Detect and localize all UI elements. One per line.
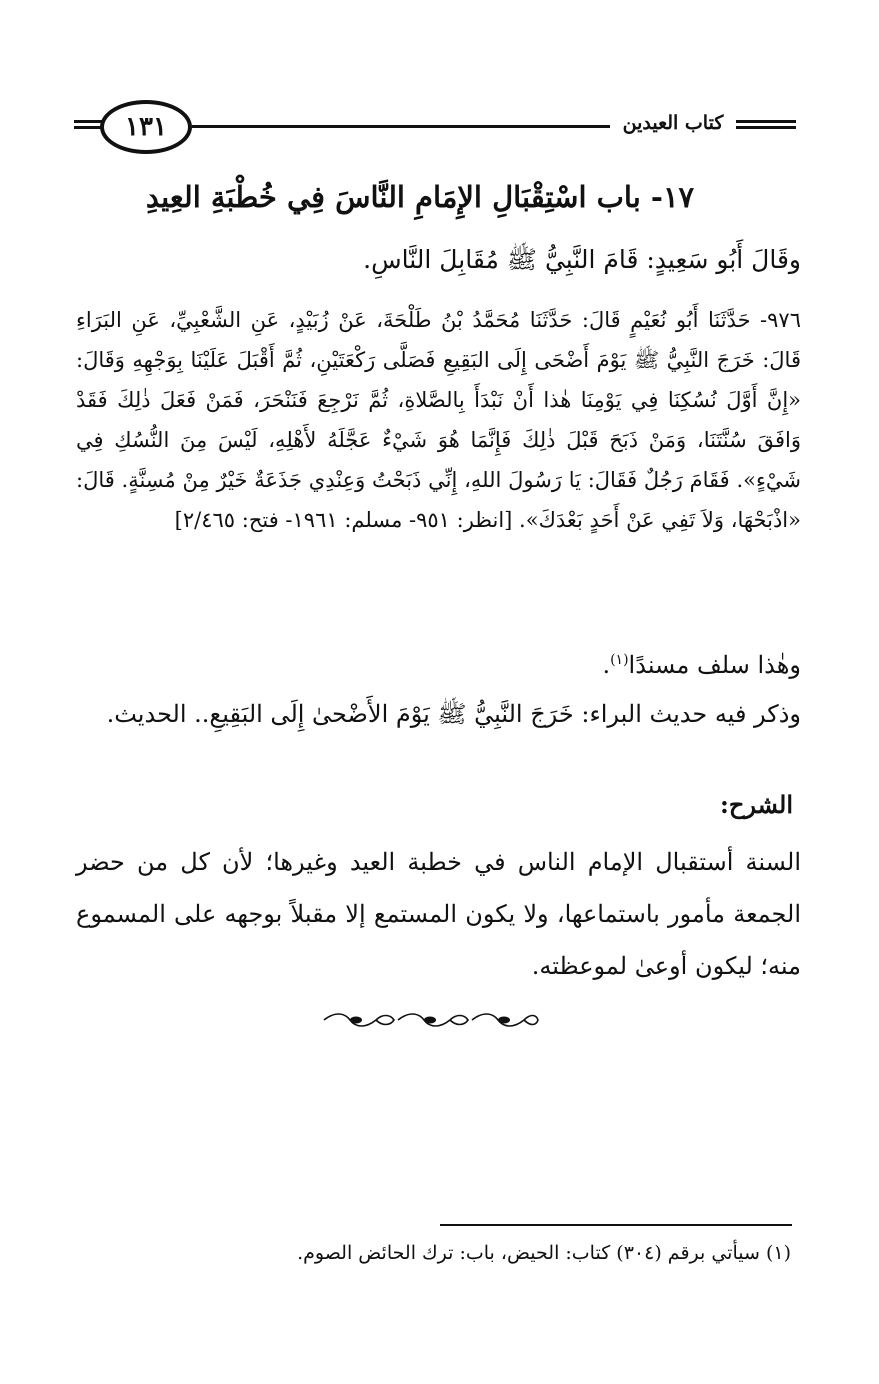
hadith-text: ٩٧٦- حَدَّثَنَا أَبُو نُعَيْمٍ قَالَ: حَدَّثَنَا مُحَمَّدُ بْنُ طَلْحَةَ، عَنْ زُبَيْدٍ، عَنِ الشَّعْبِيِّ، عَنِ البَرَاءِ قَالَ: خَرَجَ النَّبِيُّ ﷺ يَوْمَ أَضْحَى إِلَى البَقِيعِ فَصَلَّى رَكْعَتَيْنِ، ثُمَّ أَقْبَلَ عَلَيْنَا بِوَجْهِهِ وَقَالَ: «إِنَّ أَوَّلَ نُسُكِنَا فِي يَوْمِنَا هٰذا أَنْ نَبْدَأَ بِالصَّلاةِ، ثُمَّ نَرْجِعَ فَنَنْحَرَ، فَمَنْ فَعَلَ ذٰلِكَ فَقَدْ وَافَقَ سُنَّتَنَا، وَمَنْ ذَبَحَ قَبْلَ ذٰلِكَ فَإِنَّمَا هُوَ شَيْءٌ عَجَّلَهُ لأَهْلِهِ، لَيْسَ مِنَ النُّسُكِ فِي شَيْءٍ». فَقَامَ رَجُلٌ فَقَالَ: يَا رَسُولَ اللهِ، إِنِّي ذَبَحْتُ وَعِنْدِي جَذَعَةٌ خَيْرٌ مِنْ مُسِنَّةٍ. قَالَ: «اذْبَحْهَا، وَلاَ تَفِي عَنْ أَحَدٍ بَعْدَكَ». [انظر: ٩٥١- مسلم: ١٩٦١- فتح: ٢/٤٦٥] bbox=[76, 308, 801, 532]
page-number: ١٣١ bbox=[100, 100, 192, 154]
footnote-separator bbox=[440, 1224, 792, 1226]
ornament-divider bbox=[320, 1010, 542, 1030]
header-rule-right bbox=[736, 120, 796, 132]
intro-text: وقَالَ أَبُو سَعِيدٍ: قَامَ النَّبِيُّ ﷺ مُقَابِلَ النَّاسِ. bbox=[363, 245, 801, 274]
commentary-paragraph-1 bbox=[76, 634, 801, 691]
footnote-reference: (١) bbox=[610, 652, 629, 668]
chapter-title: ١٧- باب اسْتِقْبَالِ الإِمَامِ النَّاسَ فِي خُطْبَةِ العِيدِ bbox=[145, 180, 695, 214]
book-title: كتاب العيدين bbox=[622, 112, 724, 134]
commentary-paragraph-3: السنة أستقبال الإمام الناس في خطبة العيد وغيرها؛ لأن كل من حضر الجمعة مأمور باستماعها، ولا يكون المستمع إلا مقبلاً بوجهه على المسموع منه؛ ليكون أوعىٰ لموعظته. bbox=[76, 848, 801, 980]
commentary-p1-end: . bbox=[602, 651, 611, 679]
commentary-heading: الشرح: bbox=[720, 790, 793, 819]
footnote: (١) سيأتي برقم (٣٠٤) كتاب: الحيض، باب: ترك الحائض الصوم. bbox=[297, 1242, 791, 1264]
commentary-p1-text: وهٰذا سلف مسندًا bbox=[628, 651, 801, 679]
commentary-paragraph-2: وذكر فيه حديث البراء: خَرَجَ النَّبِيُّ ﷺ يَوْمَ الأَضْحىٰ إِلَى البَقِيعِ.. الحديث. bbox=[106, 700, 801, 728]
header-line bbox=[192, 125, 610, 128]
